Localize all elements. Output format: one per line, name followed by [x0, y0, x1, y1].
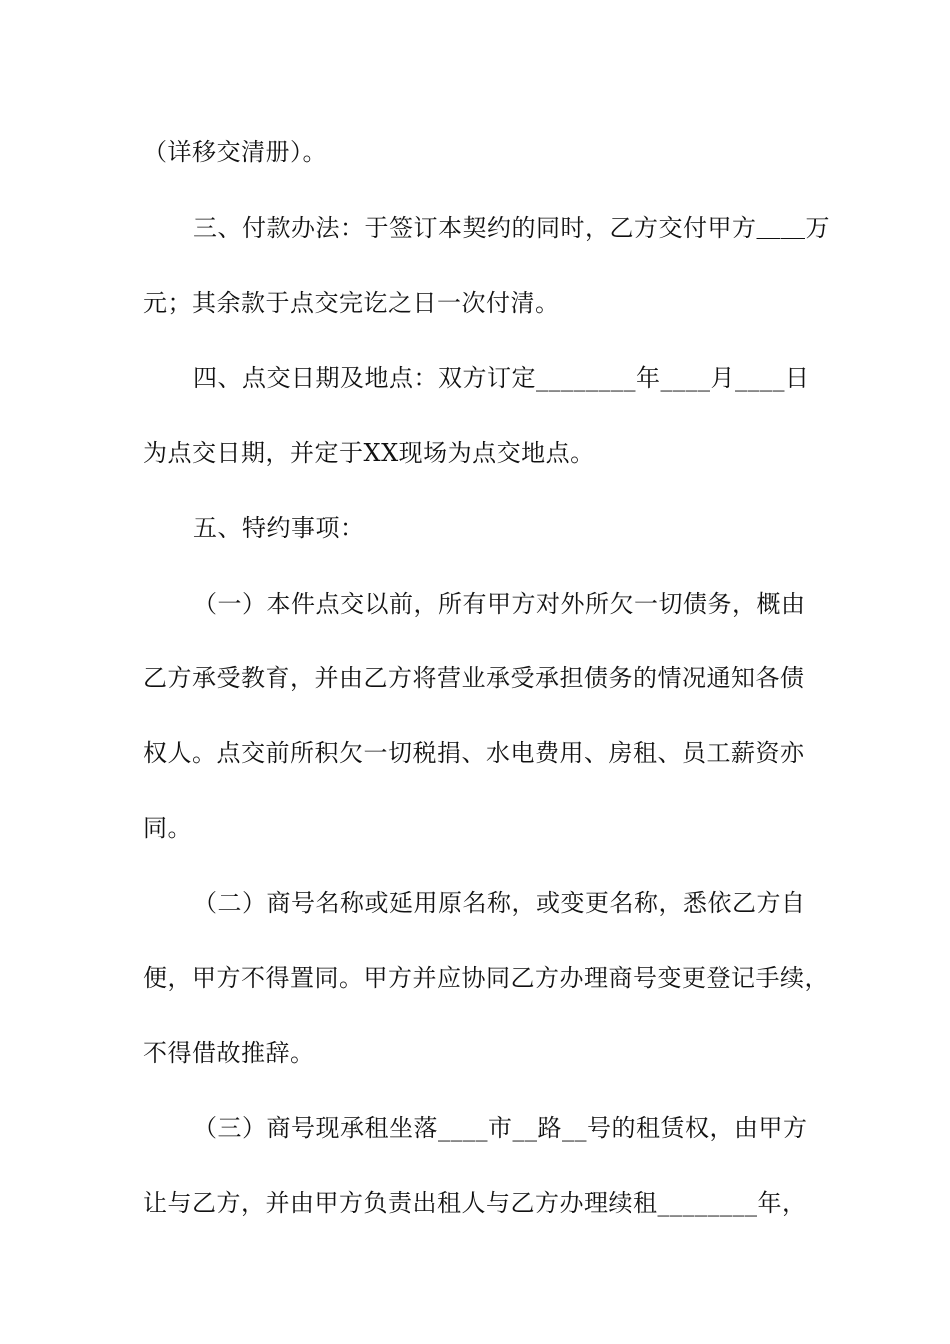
- text-line-handover-date: 四、点交日期及地点：双方订定________年____月____日: [193, 364, 810, 392]
- text-line-term-1-a: （一）本件点交以前，所有甲方对外所欠一切债务，概由: [193, 590, 806, 618]
- text-line-handover-place: 为点交日期，并定于XX现场为点交地点。: [143, 439, 595, 467]
- text-line-term-1-d: 同。: [143, 814, 192, 842]
- text-line-term-1-c: 权人。点交前所积欠一切税捐、水电费用、房租、员工薪资亦: [143, 739, 805, 767]
- text-line-term-2-b: 便，甲方不得置同。甲方并应协同乙方办理商号变更登记手续，: [143, 964, 829, 992]
- text-line-term-1-b: 乙方承受教育，并由乙方将营业承受承担债务的情况通知各债: [143, 664, 805, 692]
- section-heading-special-terms: 五、特约事项：: [193, 514, 365, 542]
- text-line-transfer-list: （详移交清册）。: [143, 138, 327, 166]
- text-line-payment-method: 三、付款办法：于签订本契约的同时，乙方交付甲方＿＿万: [193, 214, 830, 242]
- text-line-payment-remainder: 元；其余款于点交完讫之日一次付清。: [143, 289, 560, 317]
- text-line-term-3-b: 让与乙方，并由甲方负责出租人与乙方办理续租________年，: [143, 1189, 807, 1217]
- text-line-term-2-a: （二）商号名称或延用原名称，或变更名称，悉依乙方自: [193, 889, 806, 917]
- text-line-term-3-a: （三）商号现承租坐落____市__路__号的租赁权，由甲方: [193, 1114, 808, 1142]
- text-line-term-2-c: 不得借故推辞。: [143, 1039, 315, 1067]
